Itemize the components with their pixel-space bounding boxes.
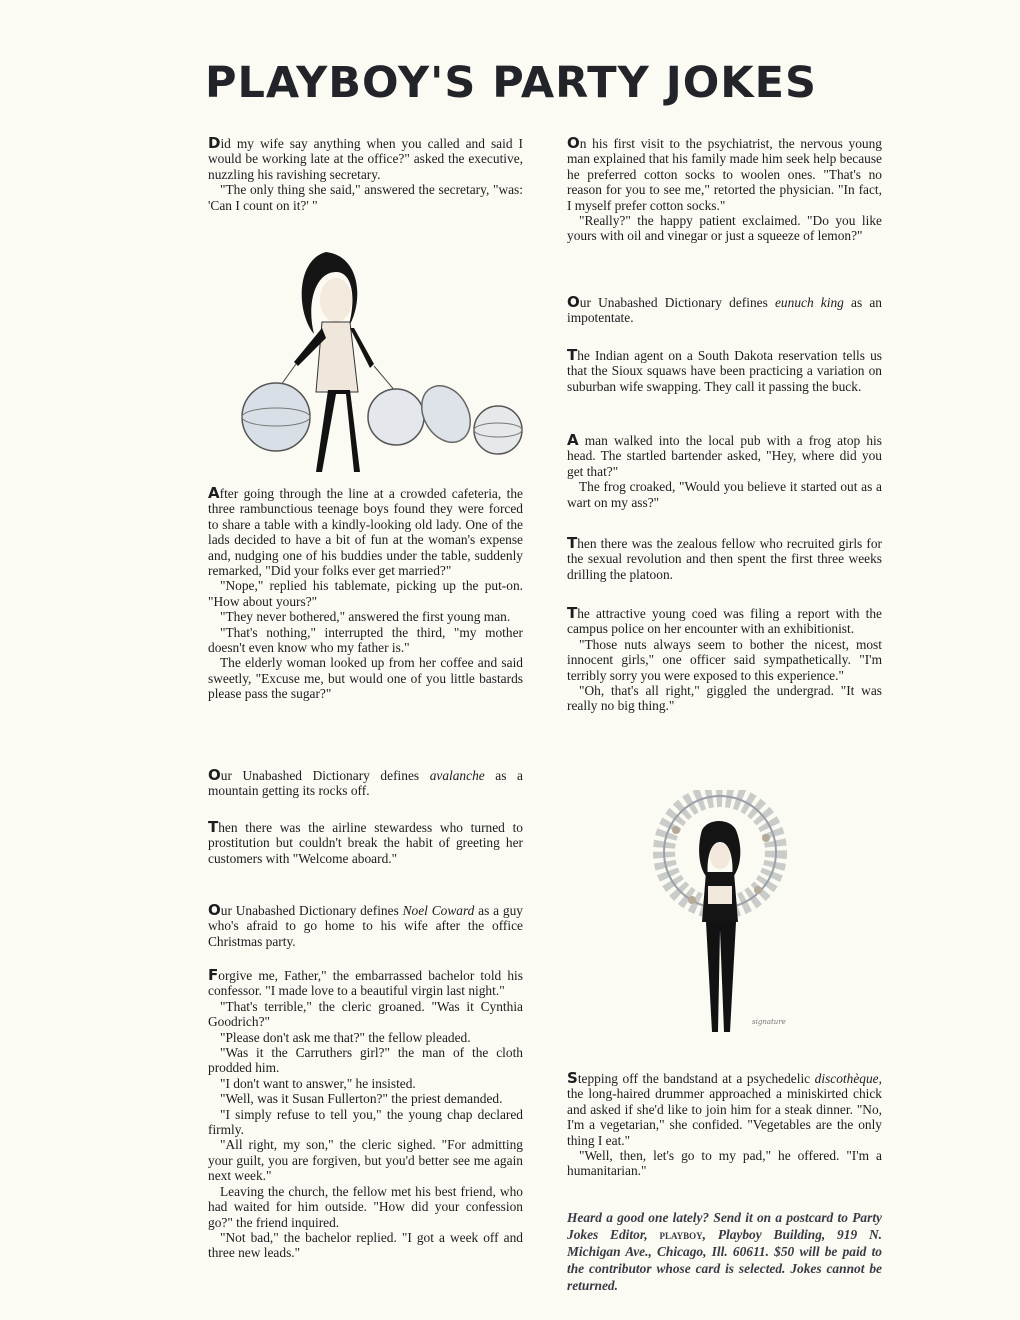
svg-text:signature: signature bbox=[752, 1018, 786, 1026]
joke-8 bbox=[567, 295, 882, 326]
joke-text: "I simply refuse to tell you," the young chap declared firmly. bbox=[208, 1106, 523, 1138]
drop-cap: S bbox=[567, 1069, 578, 1087]
joke-text: "Well, then, let's go to my pad," he offered. "I'm a humanitarian." bbox=[567, 1148, 882, 1179]
page-title: PLAYBOY'S PARTY JOKES bbox=[205, 58, 817, 108]
drop-cap: A bbox=[567, 431, 579, 449]
joke-text: he attractive young coed was filing a report with the campus police on her encounter with an exhibitionist. bbox=[567, 606, 882, 637]
joke-10 bbox=[567, 433, 882, 510]
joke-5 bbox=[208, 903, 523, 949]
drop-cap: T bbox=[567, 534, 578, 552]
joke-3 bbox=[208, 768, 523, 799]
joke-text: The elderly woman looked up from her coffee and said sweetly, "Excuse me, but would one of you little bastards please pass the sugar?" bbox=[208, 655, 523, 702]
joke-text: "They never bothered," answered the first young man. bbox=[220, 609, 511, 625]
joke-text: "That's terrible," the cleric groaned. "Was it Cynthia Goodrich?" bbox=[208, 998, 523, 1030]
joke-13 bbox=[567, 1071, 882, 1179]
joke-text: ur Unabashed Dictionary defines bbox=[220, 768, 430, 783]
defined-term: eunuch king bbox=[774, 295, 844, 310]
joke-4 bbox=[208, 820, 523, 866]
joke-text: "Well, was it Susan Fullerton?" the priest demanded. bbox=[220, 1091, 503, 1107]
joke-text: , the long-haired drummer approached a miniskirted chick and asked if she'd like to join him for a steak dinner. "No, I'm a vegetarian," she confided. "Vegetables are the only thing I eat." bbox=[567, 1071, 882, 1148]
drop-cap: O bbox=[567, 134, 580, 152]
joke-6 bbox=[208, 968, 523, 1261]
joke-text: fter going through the line at a crowded cafeteria, the three rambunctious teenage boys found they were forced to share a table with a kindly-looking old lady. One of the lads decided to have a bit of fun at the woman's expense and, nudging one of his buddies under the table, suddenly remarked, "Did your folks ever get married?" bbox=[208, 486, 523, 579]
joke-7 bbox=[567, 136, 882, 244]
joke-text: "Those nuts always seem to bother the nicest, most innocent girls," one officer said sympathetically. "I'm terribly sorry you were exposed to this experience." bbox=[567, 636, 882, 683]
joke-text: hen there was the zealous fellow who recruited girls for the sexual revolution and then spent the first three weeks drilling the platoon. bbox=[567, 536, 882, 582]
submission-note bbox=[567, 1209, 882, 1294]
joke-text: ur Unabashed Dictionary defines bbox=[220, 903, 403, 918]
joke-1 bbox=[208, 136, 523, 213]
submission-text: Heard a good one lately? Send it on a postcard to Party Jokes Editor, bbox=[567, 1210, 882, 1242]
drop-cap: T bbox=[208, 818, 219, 836]
joke-text: "Oh, that's all right," giggled the undergrad. "It was really no big thing." bbox=[567, 683, 882, 714]
submission-text: , Playboy Building, 919 N. Michigan Ave., Chicago, Ill. 60611. $50 will be paid to the contributor whose card is selected. Jokes cannot be returned. bbox=[567, 1227, 882, 1293]
joke-11 bbox=[567, 536, 882, 582]
joke-text: id my wife say anything when you called and said I would be working late at the office?" asked the executive, nuzzling his ravishing secretary. bbox=[208, 136, 523, 182]
drop-cap: O bbox=[567, 293, 580, 311]
drop-cap: D bbox=[208, 134, 221, 152]
wreath-girl-illustration bbox=[640, 790, 800, 1050]
joke-text: "The only thing she said," answered the secretary, "was: 'Can I count on it?' " bbox=[208, 182, 523, 213]
joke-text: orgive me, Father," the embarrassed bachelor told his confessor. "I made love to a beautiful virgin last night." bbox=[208, 968, 523, 999]
joke-text: "Nope," replied his tablemate, picking up the put-on. "How about yours?" bbox=[208, 578, 523, 609]
joke-text: man walked into the local pub with a frog atop his head. The startled bartender asked, "Hey, where did you get that?" bbox=[567, 433, 882, 479]
drop-cap: O bbox=[208, 766, 221, 784]
joke-text: "Not bad," the bachelor replied. "I got a week off and three new leads." bbox=[208, 1229, 523, 1261]
joke-2 bbox=[208, 486, 523, 702]
defined-term: avalanche bbox=[429, 768, 485, 783]
joke-text: as a mountain getting its rocks off. bbox=[208, 768, 523, 799]
joke-text: "I don't want to answer," he insisted. bbox=[220, 1075, 416, 1091]
joke-text: ur Unabashed Dictionary defines bbox=[579, 295, 775, 310]
joke-text: The frog croaked, "Would you believe it started out as a wart on my ass?" bbox=[567, 479, 882, 510]
drop-cap: F bbox=[208, 966, 219, 984]
drop-cap: T bbox=[567, 604, 578, 622]
joke-text: he Indian agent on a South Dakota reservation tells us that the Sioux squaws have been practicing a variation on suburban wife swapping. They call it passing the buck. bbox=[567, 348, 882, 394]
joke-text: as an impotentate. bbox=[567, 295, 882, 326]
joke-text: hen there was the airline stewardess who turned to prostitution but couldn't break the habit of greeting her customers with "Welcome aboard." bbox=[208, 820, 523, 866]
joke-text: "Really?" the happy patient exclaimed. "Do you like yours with oil and vinegar or just a squeeze of lemon?" bbox=[567, 213, 882, 244]
drop-cap: A bbox=[208, 484, 220, 502]
joke-text: as a guy who's afraid to go home to his wife after the office Christmas party. bbox=[208, 903, 523, 949]
defined-term: discothèque bbox=[814, 1071, 879, 1086]
joke-12 bbox=[567, 606, 882, 714]
joke-9 bbox=[567, 348, 882, 394]
joke-text: Leaving the church, the fellow met his best friend, who had waited for him outside. "How did your confession go?" the friend inquired. bbox=[208, 1183, 523, 1230]
joke-text: tepping off the bandstand at a psychedelic bbox=[577, 1071, 815, 1086]
joke-text: "That's nothing," interrupted the third, "my mother doesn't even know who my father is." bbox=[208, 624, 523, 656]
joke-text: "All right, my son," the cleric sighed. "For admitting your guilt, you are forgiven, but you'd better see me again next week." bbox=[208, 1137, 523, 1184]
drop-cap: O bbox=[208, 901, 221, 919]
magazine-name: playboy bbox=[659, 1227, 703, 1242]
joke-text: "Please don't ask me that?" the fellow pleaded. bbox=[220, 1029, 471, 1045]
joke-text: "Was it the Carruthers girl?" the man of the cloth prodded him. bbox=[208, 1045, 523, 1076]
christmas-ornaments-girl-illustration bbox=[236, 242, 536, 482]
drop-cap: T bbox=[567, 346, 578, 364]
defined-term: Noel Coward bbox=[402, 903, 475, 918]
joke-text: n his first visit to the psychiatrist, the nervous young man explained that his family made him seek help because he preferred cotton socks to woolen ones. "That's no reason for you to see me," retorted the physician. "In fact, I myself prefer cotton socks." bbox=[567, 136, 882, 213]
